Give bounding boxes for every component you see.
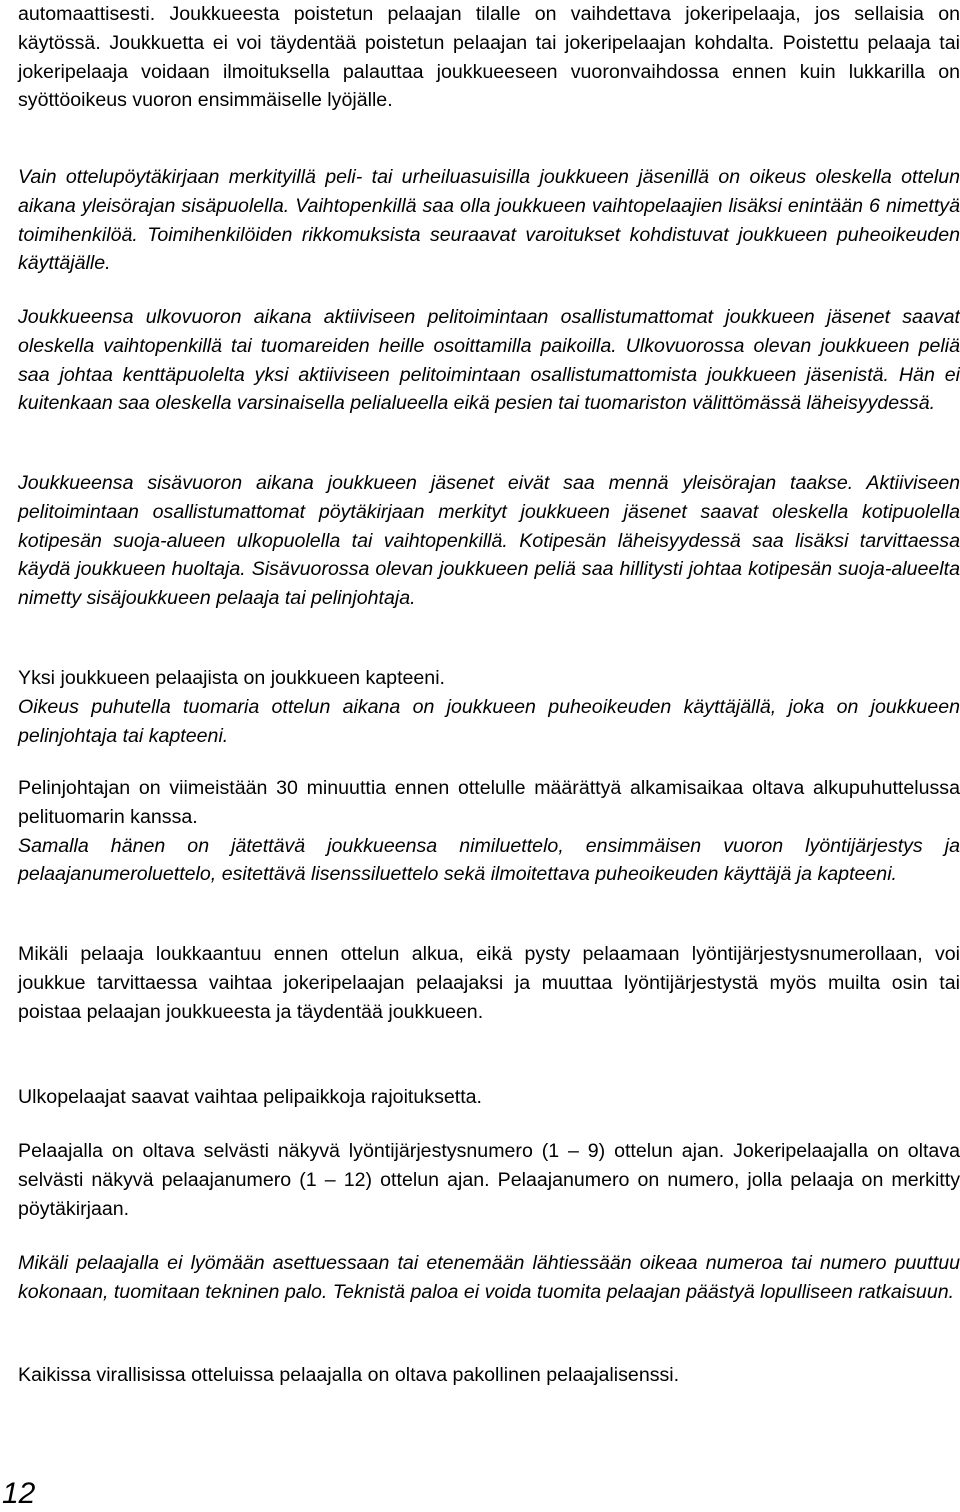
- paragraph-5: [18, 664, 960, 750]
- paragraph-1-text: automaattisesti. Joukkueesta poistetun pelaajan tilalle on vaihdettava jokeripelaaja, jos sellaisia on käytössä. Joukkuetta ei voi täydentää poistetun pelaajan tai jokeripelaajan kohdalta. Poistettu pelaaja tai jokeripelaaja voidaan ilmoituksella palauttaa joukkueeseen vuoronvaihdossa ennen kuin lukkarilla on syöttöoikeus vuoron ensimmäiselle lyöjälle.: [18, 3, 960, 112]
- paragraph-5-line-1: Yksi joukkueen pelaajista on joukkueen kapteeni.: [18, 667, 445, 689]
- paragraph-3: [18, 303, 960, 418]
- paragraph-6-italic: Samalla hänen on jätettävä joukkueensa nimiluettelo, ensimmäisen vuoron lyöntijärjestys ja pelaajanumeroluettelo, esitettävä lisenssiluettelo sekä ilmoitettava puheoikeuden käyttäjä ja kapteeni.: [18, 834, 960, 886]
- paragraph-2-part-2: Vaihtopenkillä saa olla joukkueen vaihtopelaajien lisäksi enintään 6 nimettyä toimihenkilöä. Toimihenkilöiden rikkomuksista seuraavat varoitukset kohdistuvat joukkueen puheoikeuden käyttäjälle.: [18, 194, 960, 275]
- paragraph-6-normal: Pelinjohtajan on viimeistään 30 minuuttia ennen ottelulle määrättyä alkamisaikaa oltava alkupuhuttelussa pelituomarin kanssa.: [18, 777, 960, 828]
- paragraph-2-part-1: Vain ottelupöytäkirjaan merkityillä peli- tai urheiluasuisilla joukkueen jäsenillä on oikeus oleskella ottelun aikana yleisörajan sisäpuolella.: [18, 166, 960, 217]
- paragraph-2: [18, 163, 960, 278]
- paragraph-2-text: [18, 166, 960, 274]
- paragraph-8: [18, 1083, 960, 1112]
- paragraph-10: [18, 1249, 960, 1307]
- paragraph-10-text: Mikäli pelaajalla ei lyömään asettuessaan tai etenemään lähtiessään oikeaa numeroa tai numero puuttuu kokonaan, tuomitaan tekninen palo. Teknistä paloa ei voida tuomita pelaajan päästyä lopulliseen ratkaisuun.: [18, 1252, 960, 1303]
- paragraph-7: [18, 940, 960, 1026]
- paragraph-9-text: Pelaajalla on oltava selvästi näkyvä lyöntijärjestysnumero (1 – 9) ottelun ajan. Jokeripelaajalla on oltava selvästi näkyvä pelaajanumero (1 – 12) ottelun ajan. Pelaajanumero on numero, jolla pelaaja on merkitty pöytäkirjaan.: [18, 1140, 960, 1220]
- paragraph-9: [18, 1137, 960, 1223]
- paragraph-4-text: Joukkueensa sisävuoron aikana joukkueen jäsenet eivät saa mennä yleisörajan taakse. Aktiiviseen pelitoimintaan osallistumattomat pöytäkirjaan merkityt joukkueen jäsenet saavat oleskella kotipuolella kotipesän suoja-alueen ulkopuolella tai vaihtopenkillä. Kotipesän läheisyydessä saa lisäksi tarvittaessa käydä joukkueen huoltaja. Sisävuorossa olevan joukkueen peliä saa hillitysti johtaa kotipesän suoja-alueelta nimetty sisäjoukkueen pelaaja tai pelinjohtaja.: [18, 472, 960, 610]
- paragraph-11-text: Kaikissa virallisissa otteluissa pelaajalla on oltava pakollinen pelaajalisenssi.: [18, 1364, 680, 1386]
- paragraph-11: [18, 1361, 960, 1390]
- paragraph-3-text: Joukkueensa ulkovuoron aikana aktiiviseen pelitoimintaan osallistumattomat joukkueen jäsenet saavat oleskella vaihtopenkillä tai tuomareiden heille osoittamilla paikoilla. Ulkovuorossa olevan joukkueen peliä saa johtaa kenttäpuolelta yksi aktiiviseen pelitoimintaan osallistumattomista joukkueen jäsenistä. Hän ei kuitenkaan saa oleskella varsinaisella pelialueella eikä pesien tai tuomariston välittömässä läheisyydessä.: [18, 306, 960, 415]
- page-number: 12: [2, 1477, 36, 1510]
- paragraph-6: [18, 774, 960, 889]
- paragraph-8-text: Ulkopelaajat saavat vaihtaa pelipaikkoja rajoituksetta.: [18, 1086, 482, 1108]
- paragraph-7-text: Mikäli pelaaja loukkaantuu ennen ottelun alkua, eikä pysty pelaamaan lyöntijärjestysnumerollaan, voi joukkue tarvittaessa vaihtaa jokeripelaajan pelaajaksi ja muuttaa lyöntijärjestystä myös muilta osin tai poistaa pelaajan joukkueesta ja täydentää joukkueen.: [18, 943, 960, 1023]
- paragraph-5-italic: Oikeus puhutella tuomaria ottelun aikana on joukkueen puheoikeuden käyttäjällä, joka on joukkueen pelinjohtaja tai kapteeni.: [18, 695, 960, 747]
- paragraph-4: [18, 469, 960, 613]
- paragraph-1: [18, 0, 960, 115]
